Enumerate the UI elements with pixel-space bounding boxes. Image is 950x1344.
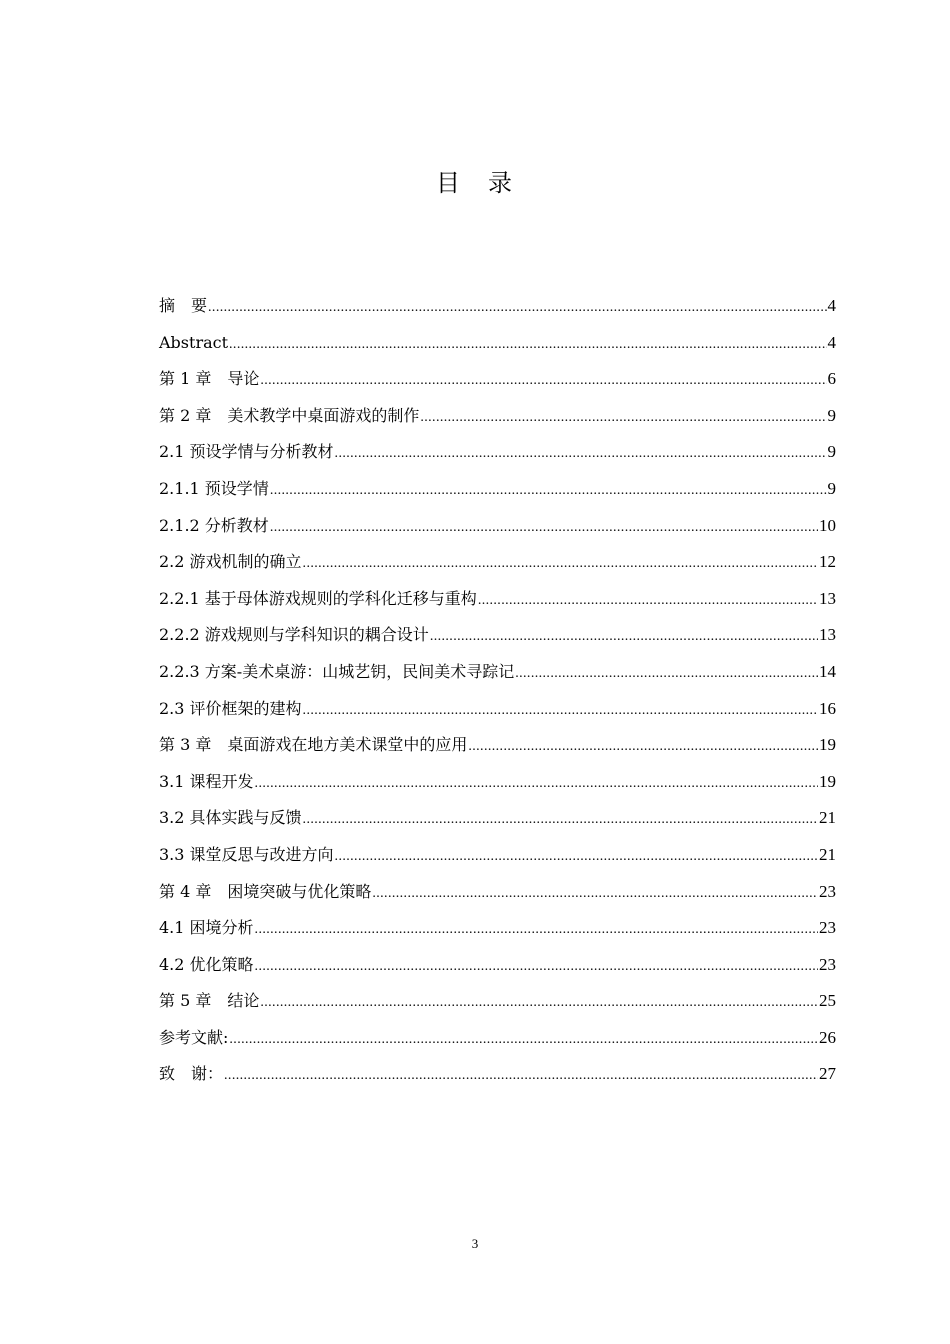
toc-dot-leader xyxy=(420,400,826,436)
toc-entry-label: 摘 要 xyxy=(159,296,208,315)
toc-entry-page: 13 xyxy=(819,625,836,645)
toc-entry-page: 9 xyxy=(827,405,836,425)
toc-dot-leader xyxy=(255,912,818,948)
toc-dot-leader xyxy=(270,510,818,546)
toc-entry-page: 21 xyxy=(819,844,836,864)
toc-entry[interactable] xyxy=(159,1056,836,1093)
toc-entry[interactable] xyxy=(159,727,836,764)
toc-entry-page: 25 xyxy=(819,991,836,1011)
toc-entry[interactable] xyxy=(159,617,836,654)
toc-dot-leader xyxy=(224,1058,818,1094)
toc-entry-label: 3.3 课堂反思与改进方向 xyxy=(159,844,334,864)
toc-entry[interactable] xyxy=(159,1020,836,1057)
toc-entry[interactable] xyxy=(159,947,836,984)
toc-entry[interactable] xyxy=(159,764,836,801)
toc-entry[interactable] xyxy=(159,398,836,435)
toc-entry[interactable] xyxy=(159,508,836,545)
toc-entry-page: 9 xyxy=(827,478,836,498)
toc-entry-page: 6 xyxy=(827,369,836,389)
toc-entry-label: 2.2.2 游戏规则与学科知识的耦合设计 xyxy=(159,625,429,645)
toc-entry[interactable] xyxy=(159,471,836,508)
toc-entry-page: 4 xyxy=(827,296,836,315)
toc-entry-label: 第 2 章 美术教学中桌面游戏的制作 xyxy=(159,405,420,425)
toc-dot-leader xyxy=(515,656,818,692)
toc-dot-leader xyxy=(260,363,826,399)
toc-entry-page: 14 xyxy=(819,661,836,681)
toc-entry-page: 23 xyxy=(819,881,836,901)
toc-dot-leader xyxy=(372,876,818,912)
toc-dot-leader xyxy=(468,729,818,765)
toc-entry-label: 3.2 具体实践与反馈 xyxy=(159,808,302,828)
toc-entry-label: 2.1.2 分析教材 xyxy=(159,515,269,535)
toc-dot-leader xyxy=(270,473,827,509)
toc-entry-label: 2.2.3 方案-美术桌游：山城艺钥，民间美术寻踪记 xyxy=(159,661,515,681)
toc-dot-leader xyxy=(229,327,826,363)
toc-entry-label: 4.1 困境分析 xyxy=(159,918,254,938)
toc-entry[interactable] xyxy=(159,544,836,581)
toc-entry-label: 参考文献: xyxy=(159,1027,229,1047)
page-title: 目 录 xyxy=(436,169,514,197)
toc-entry-label: 2.1.1 预设学情 xyxy=(159,478,269,498)
toc-entry-label: 第 1 章 导论 xyxy=(159,369,260,389)
toc-entry-label: 第 4 章 困境突破与优化策略 xyxy=(159,881,372,901)
toc-entry-page: 27 xyxy=(819,1064,836,1084)
toc-entry[interactable] xyxy=(159,581,836,618)
toc-entry-page: 9 xyxy=(827,442,836,462)
toc-entry[interactable] xyxy=(159,288,836,325)
toc-entry-label: 2.3 评价框架的建构 xyxy=(159,698,302,718)
toc-entry[interactable] xyxy=(159,691,836,728)
toc-entry-page: 19 xyxy=(819,735,836,755)
toc-entry-page: 23 xyxy=(819,918,836,938)
toc-entry-page: 23 xyxy=(819,954,836,974)
toc-dot-leader xyxy=(303,693,818,729)
toc-entry-page: 13 xyxy=(819,588,836,608)
toc-dot-leader xyxy=(260,985,818,1021)
toc-dot-leader xyxy=(303,802,818,838)
toc-entry-label: 2.2.1 基于母体游戏规则的学科化迁移与重构 xyxy=(159,588,477,608)
toc-dot-leader xyxy=(208,290,826,326)
toc-entry-label: Abstract xyxy=(159,332,229,352)
toc-entry-label: 4.2 优化策略 xyxy=(159,954,254,974)
toc-entry-page: 26 xyxy=(819,1027,836,1047)
toc-dot-leader xyxy=(229,1022,818,1058)
toc-entry-label: 2.2 游戏机制的确立 xyxy=(159,552,302,572)
toc-entry-label: 3.1 课程开发 xyxy=(159,771,254,791)
toc-entry[interactable] xyxy=(159,654,836,691)
toc-dot-leader xyxy=(478,583,818,619)
toc-entry-page: 21 xyxy=(819,808,836,828)
toc-entry-label: 致 谢： xyxy=(159,1064,224,1084)
toc-entry-page: 12 xyxy=(819,552,836,572)
toc-entry-page: 19 xyxy=(819,771,836,791)
toc-entry[interactable] xyxy=(159,800,836,837)
toc-dot-leader xyxy=(335,436,827,472)
toc-entry[interactable] xyxy=(159,983,836,1020)
toc-dot-leader xyxy=(303,546,818,582)
toc-entry-page: 4 xyxy=(827,332,836,352)
toc-dot-leader xyxy=(255,766,818,802)
toc-entry-page: 10 xyxy=(819,515,836,535)
page-number: 3 xyxy=(471,1236,479,1251)
toc-entry[interactable] xyxy=(159,910,836,947)
toc-entry[interactable] xyxy=(159,874,836,911)
toc-dot-leader xyxy=(430,619,818,655)
toc-entry[interactable] xyxy=(159,325,836,362)
toc-entry-page: 16 xyxy=(819,698,836,718)
toc-dot-leader xyxy=(335,839,818,875)
toc-entry[interactable] xyxy=(159,361,836,398)
toc-entry[interactable] xyxy=(159,434,836,471)
table-of-contents xyxy=(159,288,836,1093)
toc-entry-label: 第 5 章 结论 xyxy=(159,991,260,1011)
toc-entry[interactable] xyxy=(159,837,836,874)
toc-dot-leader xyxy=(255,949,818,985)
toc-entry-label: 第 3 章 桌面游戏在地方美术课堂中的应用 xyxy=(159,735,468,755)
toc-entry-label: 2.1 预设学情与分析教材 xyxy=(159,442,334,462)
